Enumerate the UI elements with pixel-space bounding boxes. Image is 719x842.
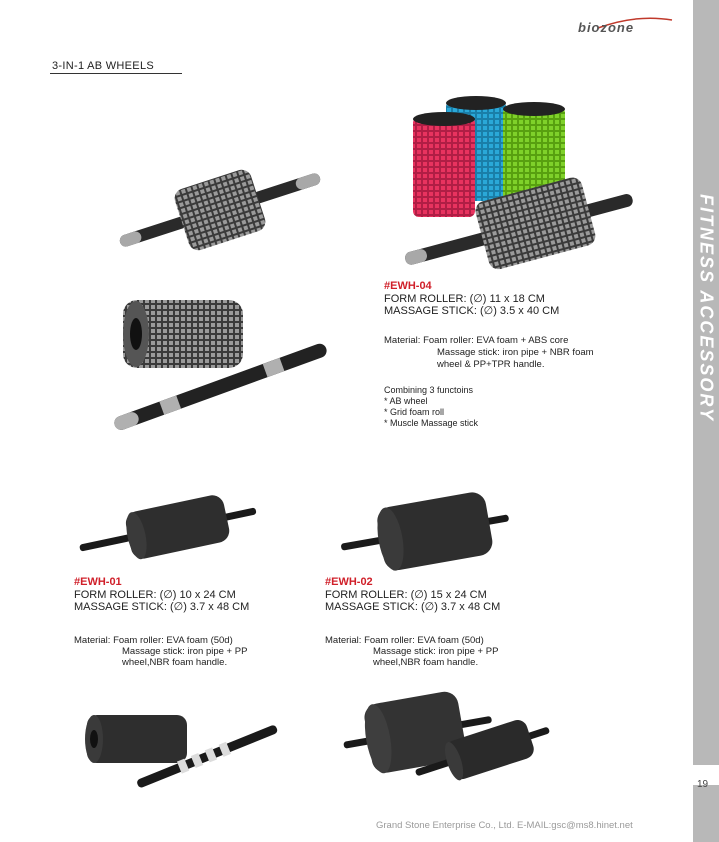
combo-item-3: * Muscle Massage stick xyxy=(384,418,479,428)
footer-company: Grand Stone Enterprise Co., Ltd. E-MAIL:gsc@ms8.hinet.net xyxy=(376,820,633,831)
combo-item-1: * AB wheel xyxy=(384,396,428,406)
ewh02-roller-image xyxy=(340,495,510,570)
material-line-1-ewh01: Material: Foam roller: EVA foam (50d) xyxy=(74,635,233,646)
roller-spec-ewh01: FORM ROLLER: (∅) 10 x 24 CM xyxy=(74,589,236,601)
product-code-ewh01: #EWH-01 xyxy=(74,576,122,588)
product-code-ewh02: #EWH-02 xyxy=(325,576,373,588)
ewh01-set-image xyxy=(82,700,287,785)
material-line-3-ewh01: wheel,NBR foam handle. xyxy=(122,657,228,668)
product-code-ewh04: #EWH-04 xyxy=(384,280,432,292)
combo-title: Combining 3 functoins xyxy=(384,385,474,395)
material-line-1-ewh02: Material: Foam roller: EVA foam (50d) xyxy=(325,635,484,646)
roller-spec-ewh04: FORM ROLLER: (∅) 11 x 18 CM xyxy=(384,293,545,305)
material-line-2-ewh04: Massage stick: iron pipe + NBR foam xyxy=(437,347,594,358)
stick-spec-ewh04: MASSAGE STICK: (∅) 3.5 x 40 CM xyxy=(384,305,560,317)
title-underline xyxy=(50,73,182,74)
material-line-3-ewh04: wheel & PP+TPR handle. xyxy=(437,359,545,370)
roller-spec-ewh02: FORM ROLLER: (∅) 15 x 24 CM xyxy=(325,589,487,601)
material-line-3-ewh02: wheel,NBR foam handle. xyxy=(373,657,479,668)
stick-spec-ewh02: MASSAGE STICK: (∅) 3.7 x 48 CM xyxy=(325,601,501,613)
roller-and-stick-image xyxy=(108,292,333,427)
ewh02-set-image xyxy=(342,688,552,783)
ab-wheel-image xyxy=(110,160,330,260)
brand-logo: biozone xyxy=(578,20,635,35)
page-number: 19 xyxy=(697,779,709,790)
color-rollers-image xyxy=(398,95,638,265)
material-line-1-ewh04: Material: Foam roller: EVA foam + ABS core xyxy=(384,335,569,346)
material-line-2-ewh01: Massage stick: iron pipe + PP xyxy=(122,646,248,657)
ewh01-roller-image xyxy=(78,495,258,565)
stick-spec-ewh01: MASSAGE STICK: (∅) 3.7 x 48 CM xyxy=(74,601,250,613)
page-title: 3-IN-1 AB WHEELS xyxy=(52,60,154,72)
combo-item-2: * Grid foam roll xyxy=(384,407,445,417)
category-label: FITNESS ACCESSORY xyxy=(696,193,717,423)
material-line-2-ewh02: Massage stick: iron pipe + PP xyxy=(373,646,499,657)
